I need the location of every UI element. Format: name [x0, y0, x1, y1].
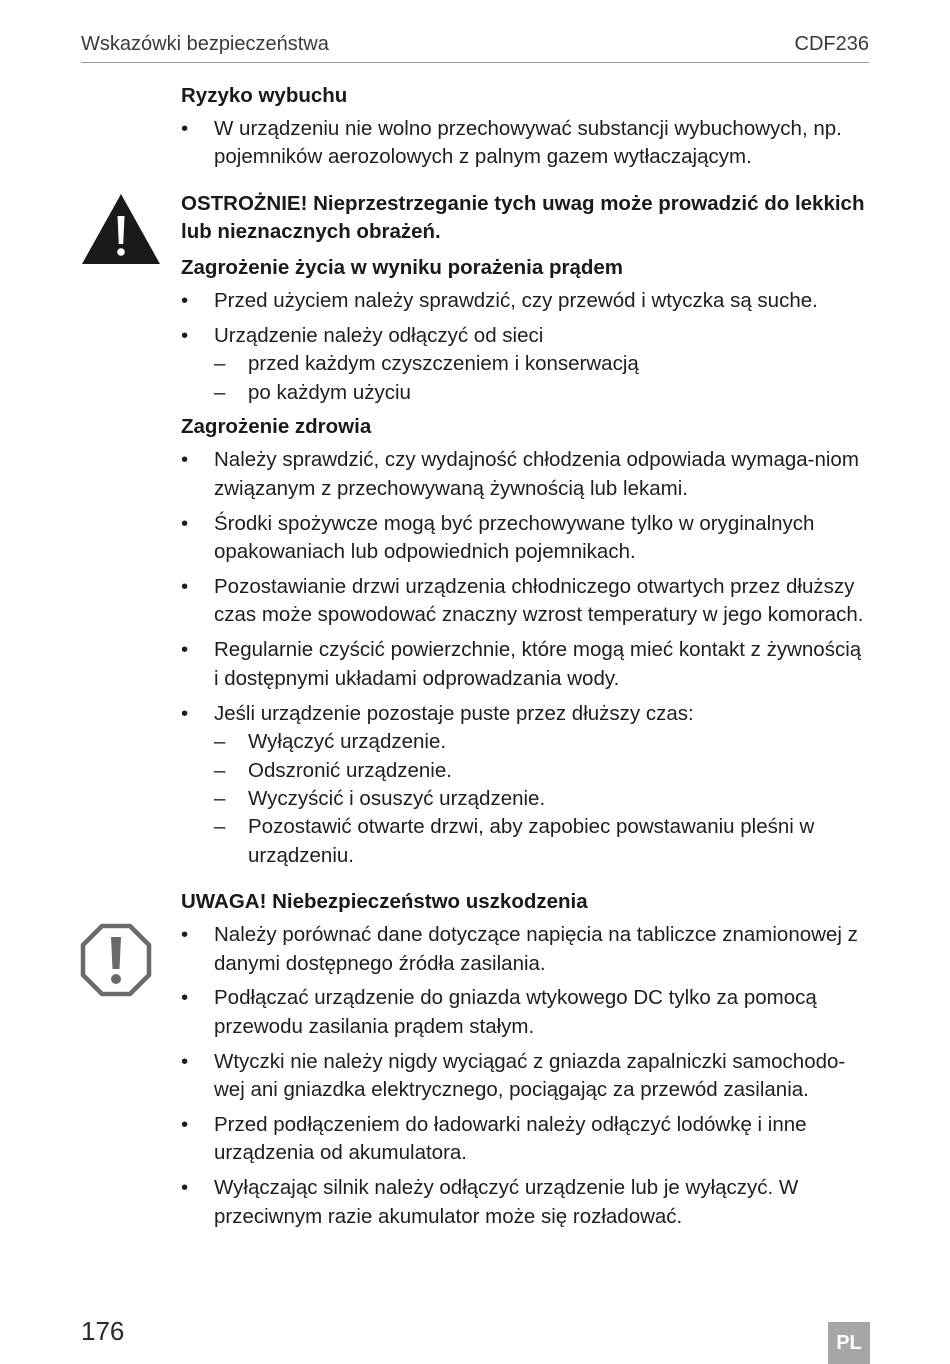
sub-list-item: – Odszronić urządzenie.: [214, 757, 871, 785]
sub-list-item: – Wyczyścić i osuszyć urządzenie.: [214, 785, 871, 813]
bullet: •: [181, 1176, 189, 1200]
dash: –: [214, 815, 226, 839]
bullet: •: [181, 575, 189, 599]
section-heading-explosion: Ryzyko wybuchu: [181, 84, 348, 107]
content: [181, 82, 871, 1238]
bullet: •: [181, 986, 189, 1010]
section-title: Wskazówki bezpieczeństwa: [81, 33, 329, 55]
list-item: • Przed użyciem należy sprawdzić, czy przewód i wtyczka są suche.: [181, 287, 871, 315]
bullet: •: [181, 923, 189, 947]
damage-heading: UWAGA! Niebezpieczeństwo uszkodzenia: [181, 890, 588, 914]
list-item: • Podłączać urządzenie do gniazda wtykowego DC tylko za pomocą przewodu zasilania prądem stałym.: [181, 986, 817, 1038]
list-item: • Wyłączając silnik należy odłączyć urządzenie lub je wyłączyć. W przeciwnym razie akumulator może się rozładować.: [181, 1176, 799, 1228]
list-item: • Należy sprawdzić, czy wydajność chłodzenia odpowiada wymaga-niom związanym z przechowywaną żywnością lub lekami.: [181, 448, 859, 500]
section-heading-electric: Zagrożenie życia w wyniku porażenia prądem: [181, 255, 624, 279]
model-name: CDF236: [794, 33, 869, 55]
sub-list: [214, 728, 871, 870]
sub-list-item: – przed każdym czyszczeniem i konserwacją: [214, 350, 871, 378]
page-number: 176: [81, 1316, 125, 1346]
list-item: • Urządzenie należy odłączyć od sieci – przed każdym czyszczeniem i konserwacją – po każdym użyciu: [181, 322, 871, 407]
bullet: •: [181, 288, 189, 312]
dash: –: [214, 380, 226, 404]
bullet: •: [181, 1113, 189, 1137]
list-item: • Jeśli urządzenie pozostaje puste przez dłuższy czas: – Wyłączyć urządzenie. – Odszronić urządzenie. – Wyczyścić i osuszyć urządzenie. – Pozostawić otwarte drzwi, aby zapobiec powstawaniu pleśni w urządzeniu.: [181, 700, 871, 870]
dash: –: [214, 352, 226, 376]
list-item: • Należy porównać dane dotyczące napięcia na tabliczce znamionowej z danymi dostępnego źródła zasilania.: [181, 923, 858, 975]
notice-octagon-icon: [80, 923, 152, 997]
electric-list: [181, 287, 871, 407]
warning-triangle-icon: [80, 192, 162, 266]
list-item: • W urządzeniu nie wolno przechowywać substancji wybuchowych, np. pojemników aerozolowych z palnym gazem wytłaczającym.: [181, 117, 842, 169]
list-item: • Regularnie czyścić powierzchnie, które mogą mieć kontakt z żywnością i dostępnymi układami odprowadzania wody.: [181, 638, 862, 690]
health-list: [181, 446, 871, 870]
damage-list: [181, 921, 871, 1231]
page-header: [81, 30, 869, 63]
bullet: •: [181, 117, 189, 140]
list-item: • Przed podłączeniem do ładowarki należy odłączyć lodówkę i inne urządzenia od akumulatora.: [181, 1113, 807, 1165]
sub-list-item: – po każdym użyciu: [214, 379, 871, 407]
language-badge: PL: [828, 1322, 870, 1364]
list-item: • Wtyczki nie należy nigdy wyciągać z gniazda zapalniczki samochodo-wej ani gniazdka elektrycznego, pociągając za przewód zasilania.: [181, 1049, 846, 1102]
list-item: • Środki spożywcze mogą być przechowywane tylko w oryginalnych opakowaniach lub odpowiednich pojemnikach.: [181, 511, 815, 564]
dash: –: [214, 786, 226, 810]
sub-list-item: – Wyłączyć urządzenie.: [214, 728, 871, 756]
dash: –: [214, 758, 226, 782]
sub-list-item: – Pozostawić otwarte drzwi, aby zapobiec powstawaniu pleśni w urządzeniu.: [214, 815, 815, 867]
bullet: •: [181, 323, 189, 347]
caution-heading: OSTROŻNIE! Nieprzestrzeganie tych uwag może prowadzić do lekkich lub nieznacznych obrażeń.: [181, 191, 865, 243]
bullet: •: [181, 448, 189, 472]
dash: –: [214, 730, 226, 754]
bullet: •: [181, 511, 189, 535]
bullet: •: [181, 1049, 189, 1073]
list-item: • Pozostawianie drzwi urządzenia chłodniczego otwartych przez dłuższy czas może spowodować znaczny wzrost temperatury w jego komorach.: [181, 575, 864, 627]
section-heading-health: Zagrożenie zdrowia: [181, 415, 372, 439]
bullet: •: [181, 701, 189, 725]
bullet: •: [181, 638, 189, 662]
explosion-list: [181, 115, 871, 172]
sub-list: [214, 350, 871, 407]
